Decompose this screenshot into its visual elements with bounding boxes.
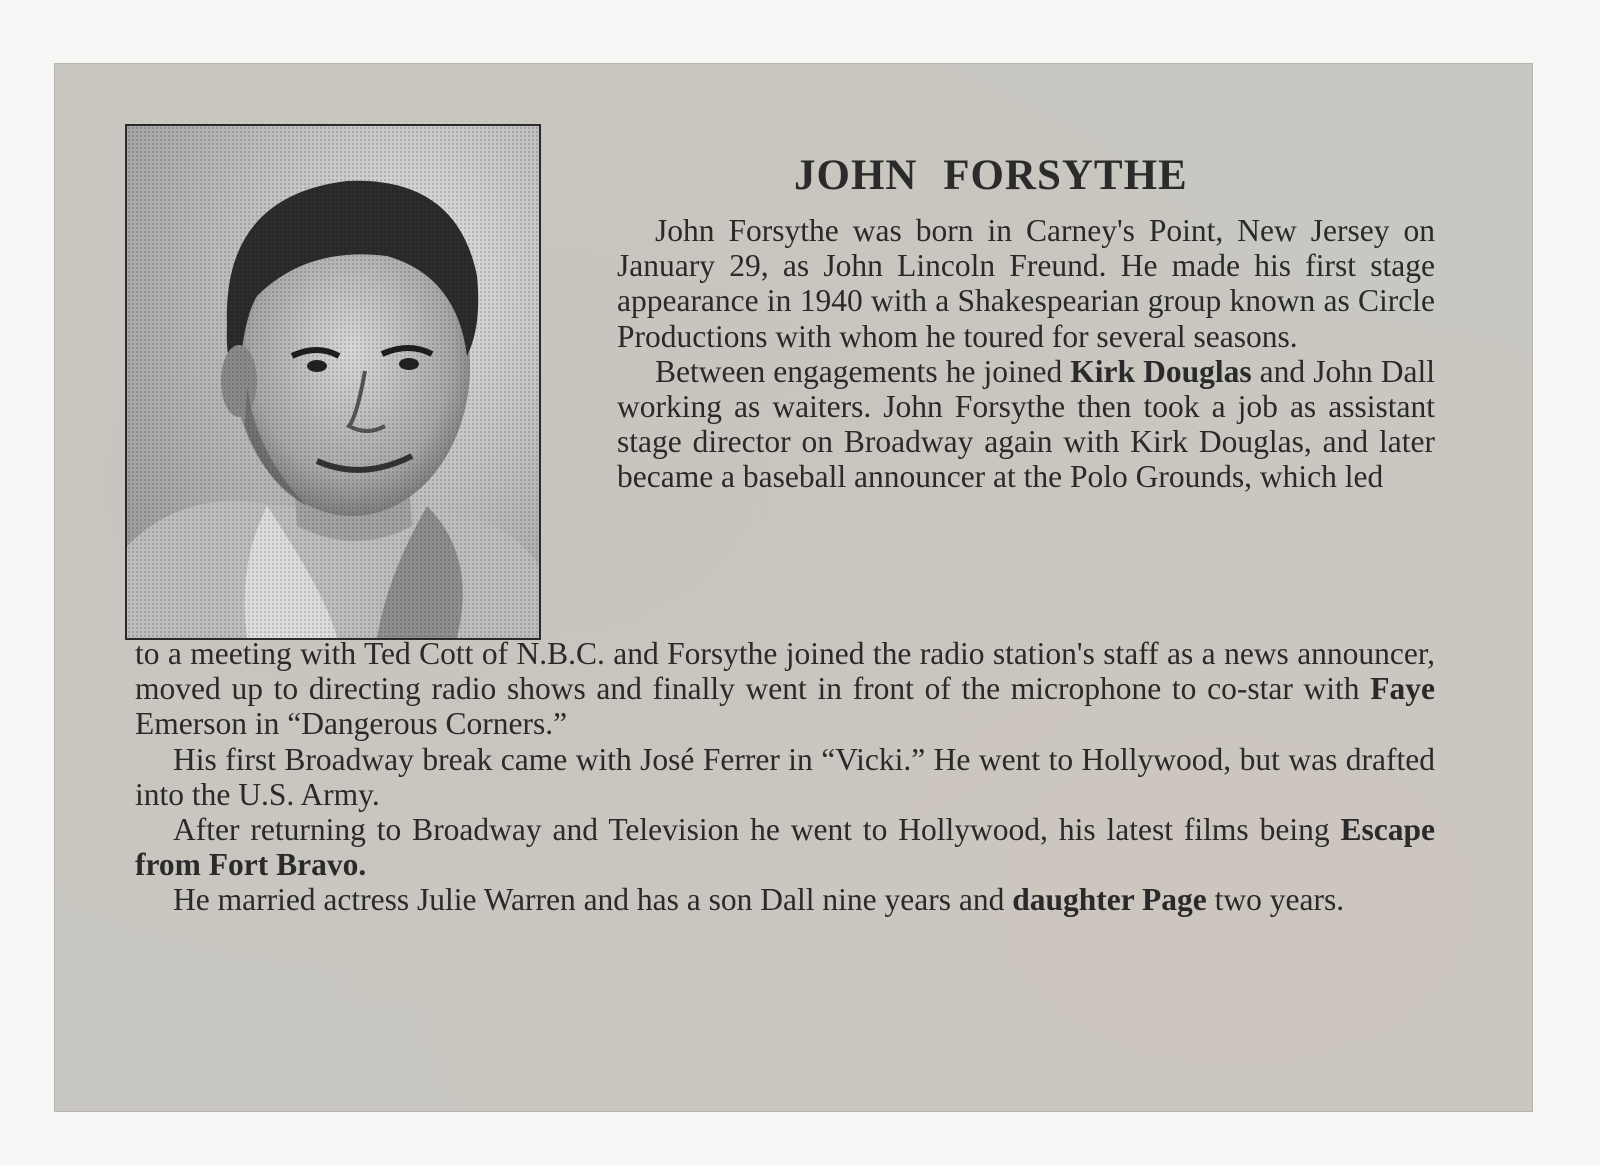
- bio-bold-name: daughter Page: [1012, 882, 1207, 918]
- portrait-photo: [125, 124, 541, 640]
- bio-text: After returning to Broadway and Television he went to Hollywood, his latest films being: [173, 812, 1341, 848]
- bio-paragraph-1: John Forsythe was born in Carney's Point, New Jersey on January 29, as John Lincoln Freund. He made his first stage appearance in 1940 with a Shakespearian group known as Circle Productions with whom he toured for several seasons.: [617, 213, 1435, 354]
- bio-text: to a meeting with Ted Cott of N.B.C. and Forsythe joined the radio station's staff as a news announcer, moved up to directing radio shows and finally went in front of the microphone to co-star with: [135, 636, 1435, 707]
- bio-text: He married actress Julie Warren and has a son: [173, 882, 761, 918]
- bio-text: John Dall: [1313, 353, 1435, 389]
- bio-paragraph-4: [135, 812, 1435, 882]
- card-title: JOHN FORSYTHE: [794, 152, 1188, 199]
- bio-bold-name: Faye: [1370, 671, 1435, 707]
- bio-text: and: [1251, 353, 1314, 389]
- bio-full-width: [135, 636, 1435, 918]
- bio-text: Between engagements he joined: [655, 353, 1071, 389]
- trading-card: [54, 63, 1533, 1112]
- bio-text: two years.: [1206, 882, 1345, 918]
- bio-text: Dall: [760, 882, 815, 918]
- bio-text: nine years and: [814, 882, 1013, 918]
- bio-paragraph-2: [617, 354, 1435, 495]
- bio-bold-name: Kirk Douglas: [1070, 353, 1252, 389]
- bio-paragraph-5: [135, 882, 1435, 917]
- bio-column: [617, 213, 1435, 495]
- portrait-image: [127, 126, 539, 638]
- bio-paragraph-2-cont: [135, 636, 1435, 742]
- film-title: Escape from Fort Bravo.: [135, 812, 1435, 883]
- bio-text: working as waiters. John Forsythe then took a job as assistant stage director on Broadway again with Kirk Douglas, and later became a baseball announcer at the Polo Grounds, which led: [617, 389, 1435, 495]
- bio-text: Emerson in “Dangerous Corners.”: [135, 706, 568, 742]
- bio-paragraph-3: His first Broadway break came with José Ferrer in “Vicki.” He went to Hollywood, but was drafted into the U.S. Army.: [135, 741, 1435, 812]
